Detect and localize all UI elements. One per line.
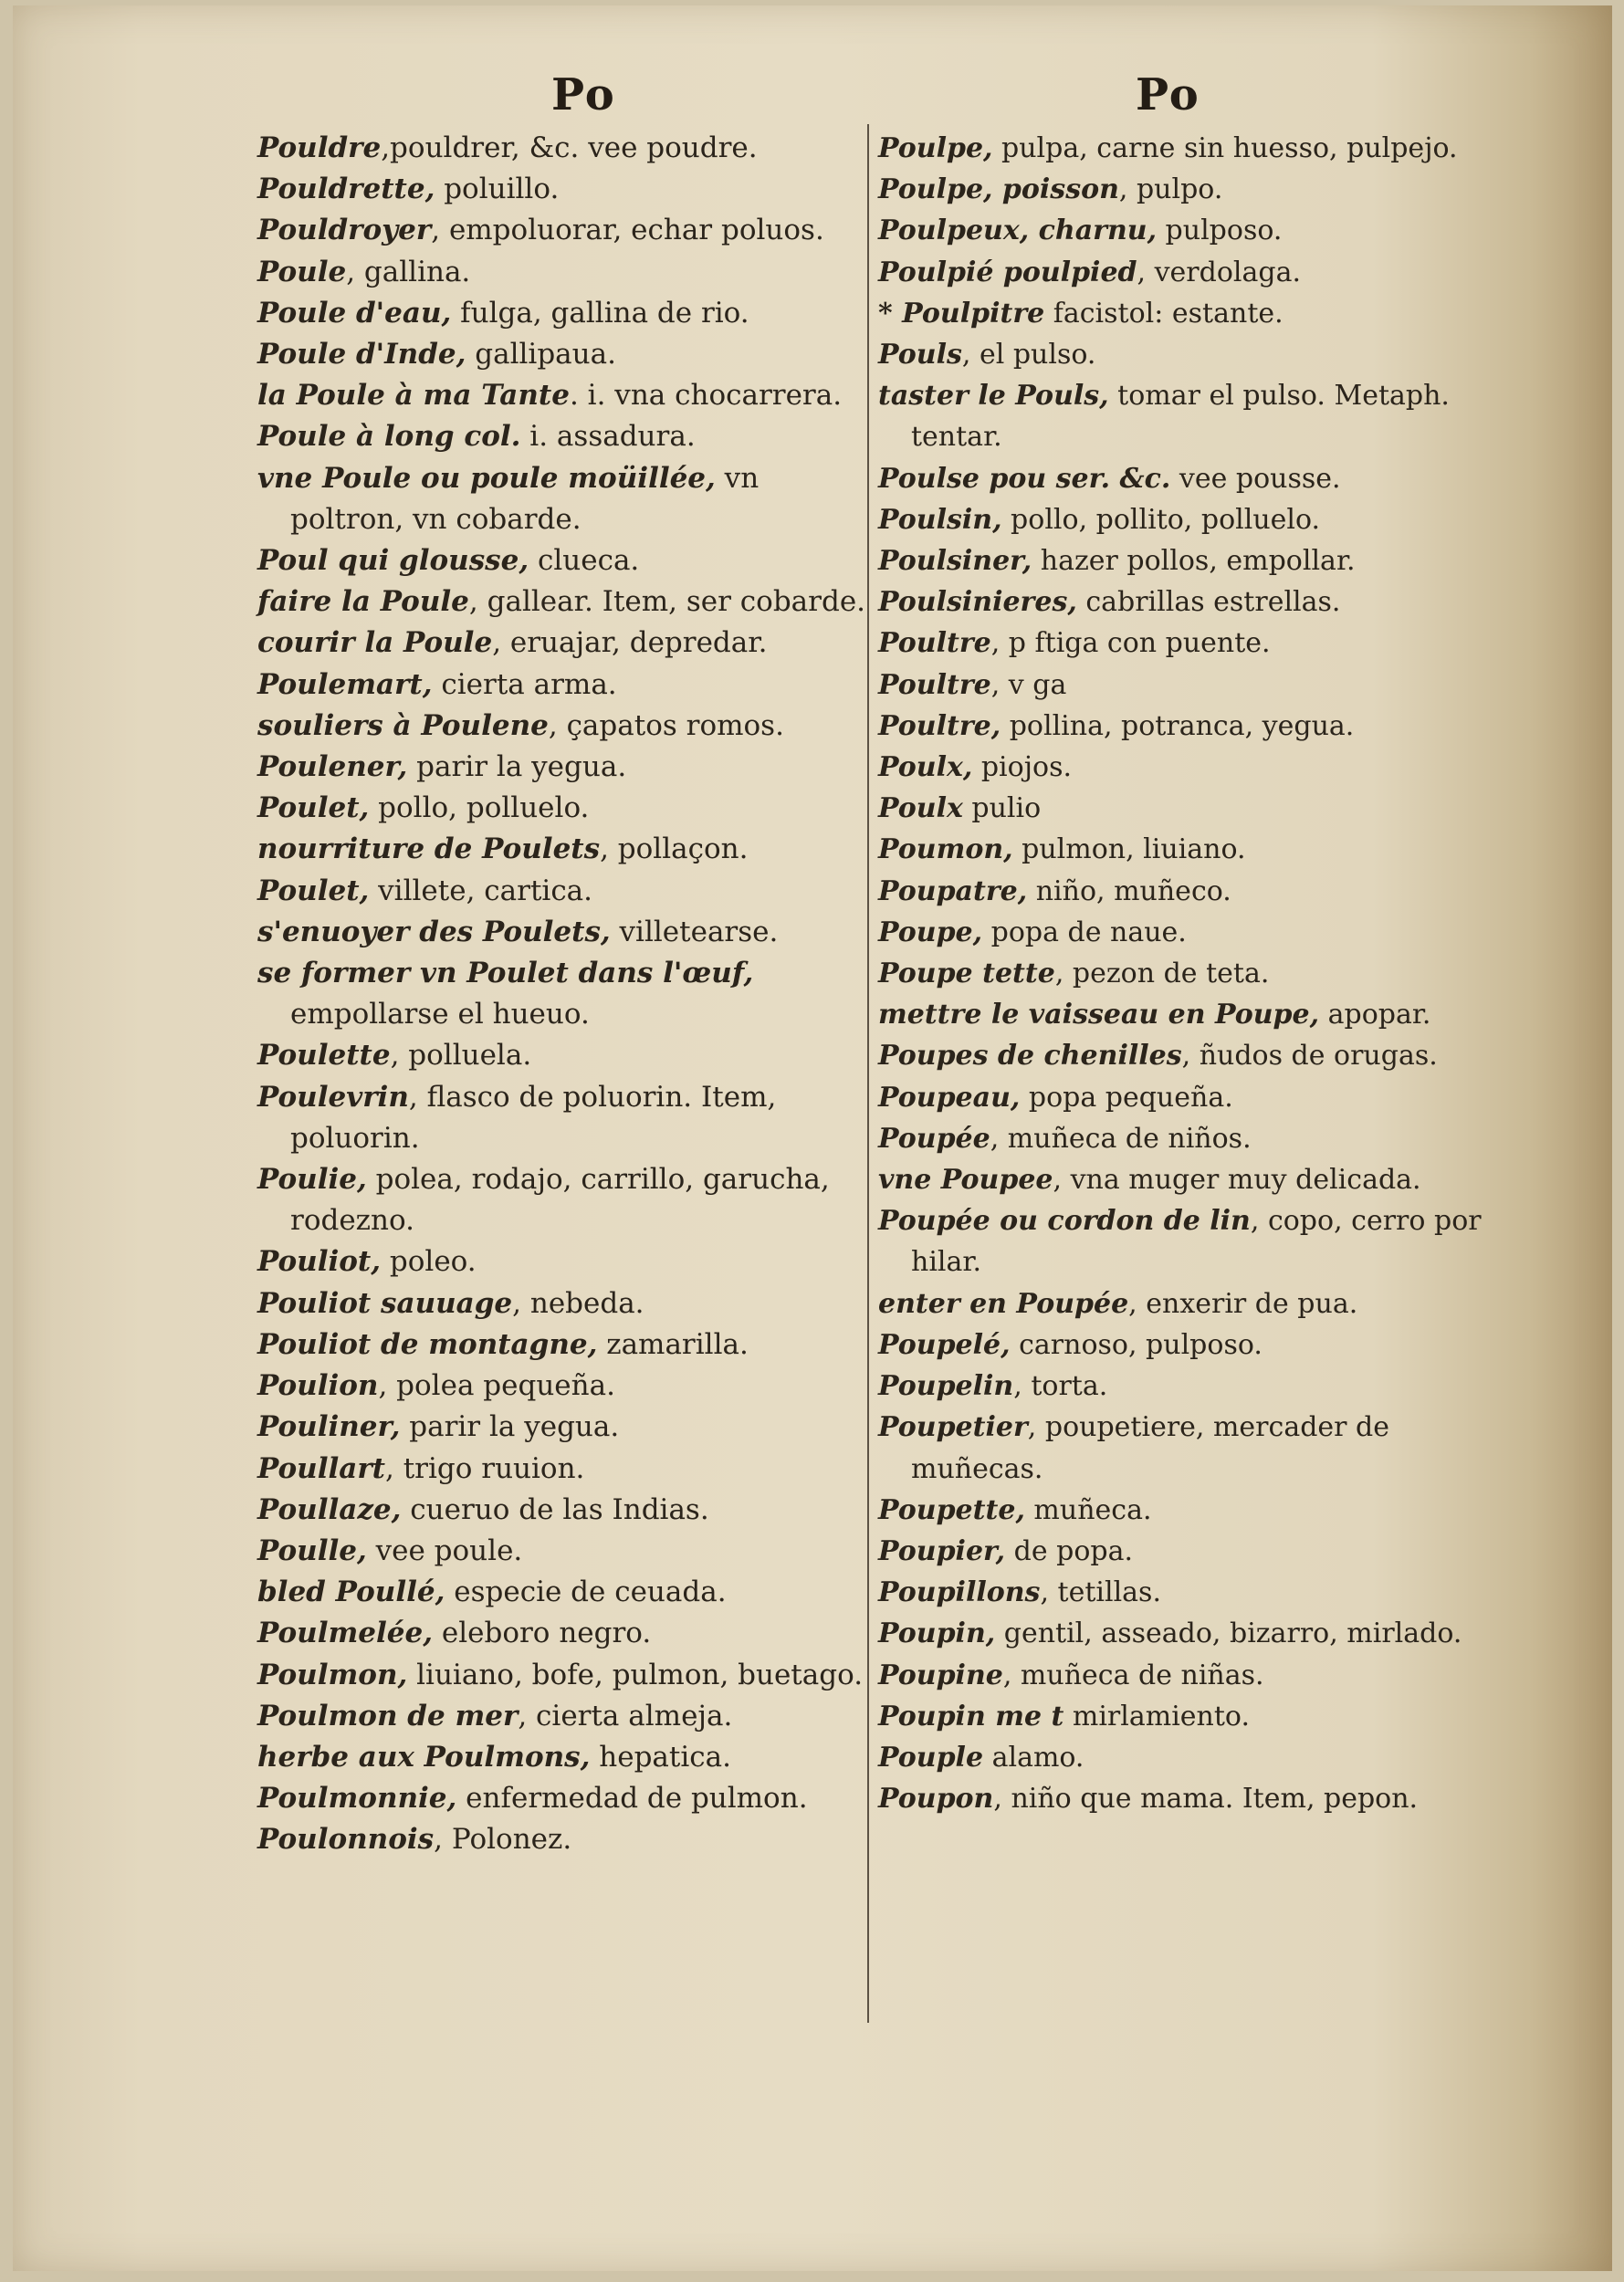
dictionary-entry [257, 1366, 869, 1407]
dictionary-entry [878, 458, 1499, 499]
entry-headword: enter en Poupée [878, 1287, 1129, 1320]
dictionary-entry [257, 1035, 869, 1076]
entry-headword: Poul qui glousse, [257, 544, 529, 578]
dictionary-entry [878, 1613, 1499, 1654]
dictionary-entry [878, 1324, 1499, 1366]
dictionary-entry [878, 623, 1499, 664]
dictionary-entry [257, 1077, 869, 1159]
entry-headword: taster le Pouls, [878, 380, 1109, 413]
dictionary-entry [878, 706, 1499, 747]
dictionary-entry [257, 1407, 869, 1448]
entry-definition: pollina, potranca, yegua. [1001, 709, 1355, 742]
entry-definition: , muñeca de niñas. [1002, 1659, 1264, 1691]
dictionary-entry [878, 293, 1499, 334]
entry-headword: faire la Poule [257, 585, 469, 619]
entry-definition: cabrillas estrellas. [1076, 586, 1341, 619]
entry-definition: vn poltron, vn cobarde. [290, 461, 760, 536]
entry-headword: Poupetier [878, 1411, 1028, 1444]
entry-definition: gallipaua. [466, 338, 616, 372]
entry-definition: carnoso, pulposo. [1010, 1328, 1263, 1361]
entry-headword: herbe aux Poulmons, [257, 1740, 591, 1774]
entry-definition: polea, rodajo, carrillo, garucha, rodezno. [290, 1163, 830, 1238]
entry-headword: Poultre [878, 627, 991, 660]
dictionary-entry [257, 953, 869, 1035]
dictionary-entry [257, 252, 869, 293]
dictionary-entry [257, 912, 869, 953]
entry-definition: parir la yegua. [407, 750, 627, 784]
entry-headword: mettre le vaisseau en Poupe, [878, 999, 1320, 1031]
entry-definition: pollo, polluelo. [369, 791, 590, 825]
running-header-left: Po [551, 69, 616, 120]
dictionary-entry [878, 540, 1499, 581]
entry-definition: popa pequeña. [1020, 1081, 1233, 1114]
dictionary-entry [257, 1572, 869, 1613]
entry-definition: fulga, gallina de rio. [451, 296, 749, 330]
entry-definition: pulposo. [1157, 215, 1283, 247]
dictionary-entry [257, 1159, 869, 1241]
dictionary-entry [257, 1819, 869, 1860]
entry-definition: , muñeca de niños. [990, 1122, 1252, 1155]
entry-definition: poluillo. [435, 173, 560, 206]
dictionary-entry [257, 581, 869, 623]
entry-definition: , torta. [1013, 1370, 1108, 1403]
entry-definition: , gallina. [346, 255, 471, 288]
entry-headword: Poule d'eau, [257, 296, 452, 330]
dictionary-entry [878, 375, 1499, 457]
dictionary-entry [878, 829, 1499, 870]
entry-headword: Poupelé, [878, 1328, 1011, 1361]
dictionary-entry [878, 1778, 1499, 1819]
entry-headword: Poupette, [878, 1493, 1025, 1526]
dictionary-entry [257, 1613, 869, 1654]
dictionary-entry [257, 1241, 869, 1282]
entry-definition: villete, cartica. [369, 874, 593, 907]
entry-definition: , poupetiere, mercader de muñecas. [911, 1411, 1390, 1485]
entry-definition: , empoluorar, echar poluos. [431, 214, 824, 247]
entry-headword: Poulmonnie, [257, 1782, 457, 1816]
entry-definition: cueruo de las Indias. [401, 1492, 709, 1526]
entry-definition: , vna muger muy delicada. [1053, 1164, 1421, 1197]
dictionary-entry [257, 1737, 869, 1778]
entry-headword: Pouldre [257, 131, 382, 164]
entry-definition: niño, muñeco. [1027, 874, 1231, 907]
entry-definition: , eruajar, depredar. [492, 626, 768, 660]
entry-headword: Pouliot de montagne, [257, 1327, 598, 1361]
dictionary-entry [257, 416, 869, 457]
entry-definition: , polluela. [390, 1039, 532, 1073]
entry-definition: alamo. [983, 1741, 1084, 1774]
dictionary-entry [878, 1490, 1499, 1531]
entry-headword: Poulemart, [257, 667, 433, 701]
dictionary-entry [878, 1077, 1499, 1118]
entry-definition: , polea pequeña. [378, 1369, 615, 1403]
entry-headword: Poulle, [257, 1534, 367, 1567]
entry-headword: la Poule à ma Tante [257, 379, 570, 413]
entry-headword: Poule d'Inde, [257, 338, 466, 372]
entry-headword: Poulet, [257, 874, 370, 907]
entry-headword: bled Poullé, [257, 1575, 445, 1609]
dictionary-entry [257, 665, 869, 706]
entry-definition: . i. vna chocarrera. [569, 379, 843, 413]
entry-definition: parir la yegua. [400, 1410, 620, 1444]
dictionary-entry [878, 1696, 1499, 1737]
entry-definition: , çapatos romos. [548, 708, 784, 742]
entry-headword: Poulpe, [878, 132, 993, 164]
entry-definition: , pollaçon. [600, 832, 749, 866]
entry-headword: Pouliot sauuage [257, 1286, 513, 1320]
entry-headword: Poulpe, poisson [878, 173, 1119, 206]
dictionary-entry [257, 375, 869, 416]
dictionary-entry [878, 1035, 1499, 1076]
dictionary-entry [257, 458, 869, 540]
entry-definition: de popa. [1005, 1534, 1134, 1567]
dictionary-entry [878, 871, 1499, 912]
dictionary-entry [878, 581, 1499, 623]
entry-definition: facistol: estante. [1044, 297, 1283, 330]
entry-definition: , p ftiga con puente. [990, 627, 1271, 660]
entry-definition: popa de naue. [982, 916, 1187, 948]
entry-definition: vee pousse. [1170, 462, 1341, 495]
dictionary-page [13, 5, 1612, 2271]
entry-headword: Poulsinieres, [878, 586, 1077, 619]
entry-definition: , niño que mama. Item, pepon. [993, 1783, 1419, 1816]
entry-definition: pulio [962, 792, 1042, 825]
entry-definition: gentil, asseado, bizarro, mirlado. [995, 1617, 1462, 1650]
entry-headword: Pouliot, [257, 1245, 382, 1279]
entry-headword: Poulion [257, 1369, 379, 1403]
entry-headword: Poupe, [878, 916, 983, 948]
entry-headword: souliers à Poulene [257, 708, 549, 742]
entry-headword: Poulpié poulpied [878, 256, 1137, 288]
entry-headword: Poulmon, [257, 1658, 408, 1691]
entry-definition: , enxerir de pua. [1128, 1287, 1358, 1320]
entry-definition: mirlamiento. [1063, 1700, 1250, 1732]
entry-definition: empollarse el hueuo. [290, 998, 590, 1031]
entry-headword: Poultre, [878, 709, 1001, 742]
dictionary-entry [878, 1407, 1499, 1489]
dictionary-entry [257, 1696, 869, 1737]
running-header-right: Po [1136, 69, 1200, 120]
entry-definition: piojos. [972, 751, 1073, 784]
dictionary-entry [257, 1283, 869, 1324]
entry-headword: Poulsiner, [878, 545, 1032, 578]
entry-headword: se former vn Poulet dans l'œuf, [257, 957, 754, 990]
entry-definition: , trigo ruuion. [384, 1451, 585, 1485]
entry-definition: hazer pollos, empollar. [1032, 545, 1356, 578]
entry-headword: Poupelin [878, 1370, 1014, 1403]
dictionary-entry [878, 912, 1499, 953]
entry-definition: , nebeda. [512, 1286, 644, 1320]
entry-headword: s'enuoyer des Poulets, [257, 915, 611, 948]
dictionary-entry [257, 747, 869, 788]
entry-definition: hepatica. [590, 1740, 731, 1774]
entry-headword: Poumon, [878, 833, 1013, 866]
entry-headword: nourriture de Poulets [257, 832, 601, 866]
entry-definition: , gallear. Item, ser cobarde. [468, 585, 866, 619]
dictionary-entry [257, 1324, 869, 1366]
entry-headword: Poulener, [257, 750, 408, 784]
dictionary-entry [878, 128, 1499, 169]
entry-headword: Poupée ou cordon de lin [878, 1205, 1251, 1238]
dictionary-entry [257, 1449, 869, 1490]
entry-headword: Poupon [878, 1783, 994, 1816]
entry-headword: Poulie, [257, 1163, 367, 1197]
entry-definition: tomar el pulso. Metaph. tentar. [911, 380, 1450, 454]
entry-headword: Poupeau, [878, 1081, 1021, 1114]
entry-headword: Poulevrin [257, 1080, 409, 1114]
dictionary-entry [257, 788, 869, 829]
entry-definition: pulmon, liuiano. [1012, 833, 1246, 866]
dictionary-entry [878, 953, 1499, 994]
entry-definition: , cierta almeja. [518, 1699, 733, 1732]
dictionary-entry [257, 871, 869, 912]
dictionary-entry [878, 1159, 1499, 1200]
entry-definition: , ñudos de orugas. [1181, 1040, 1438, 1073]
dictionary-entry [257, 1531, 869, 1572]
dictionary-entry [878, 1366, 1499, 1407]
dictionary-entry [878, 1572, 1499, 1613]
entry-definition: , pulpo. [1118, 173, 1223, 206]
dictionary-entry [878, 1737, 1499, 1778]
entry-definition: , copo, cerro por hilar. [911, 1205, 1482, 1279]
entry-headword: Poulette [257, 1039, 391, 1073]
entry-definition: villetearse. [610, 915, 779, 948]
dictionary-entry [257, 210, 869, 251]
entry-headword: Poulmon de mer [257, 1699, 519, 1732]
dictionary-entry [878, 665, 1499, 706]
dictionary-entry [878, 169, 1499, 210]
dictionary-entry [878, 747, 1499, 788]
entry-definition: muñeca. [1024, 1493, 1152, 1526]
entry-definition: i. assadura. [520, 420, 696, 454]
entry-definition: enfermedad de pulmon. [456, 1782, 808, 1816]
dictionary-entry [257, 334, 869, 375]
entry-headword: Poulpeux, charnu, [878, 215, 1158, 247]
entry-definition: liuiano, bofe, pulmon, buetago. [407, 1658, 864, 1691]
dictionary-entry [257, 706, 869, 747]
entry-definition: zamarilla. [597, 1327, 749, 1361]
entry-headword: Poupée [878, 1122, 990, 1155]
dictionary-entry [257, 540, 869, 581]
entry-definition: cierta arma. [432, 667, 617, 701]
entry-definition: , el pulso. [961, 339, 1096, 372]
entry-headword: Pouple [878, 1741, 984, 1774]
entry-headword: Poulonnois [257, 1823, 435, 1857]
entry-definition: , verdolaga. [1137, 256, 1302, 288]
entry-headword: Poule à long col. [257, 420, 521, 454]
entry-definition: vee poule. [366, 1534, 523, 1567]
entry-headword: Poupine [878, 1659, 1003, 1691]
dictionary-entry [257, 1490, 869, 1531]
dictionary-entry [257, 623, 869, 664]
entry-definition: eleboro negro. [433, 1617, 652, 1650]
entry-headword: Pouldroyer [257, 214, 432, 247]
dictionary-entry [257, 169, 869, 210]
entry-headword: Poupin, [878, 1617, 996, 1650]
dictionary-entry [878, 1200, 1499, 1282]
dictionary-entry [257, 1778, 869, 1819]
entry-definition: , Polonez. [434, 1823, 572, 1857]
entry-headword: * Poulpitre [878, 297, 1045, 330]
dictionary-entry [878, 994, 1499, 1035]
entry-definition: , v ga [990, 668, 1067, 701]
entry-headword: Poulsin, [878, 503, 1002, 536]
dictionary-entry [878, 499, 1499, 540]
entry-headword: Poupes de chenilles [878, 1040, 1182, 1073]
entry-headword: Pouls [878, 339, 962, 372]
entry-definition: apopar. [1319, 999, 1431, 1031]
entry-headword: Poulse pou ser. &c. [878, 462, 1171, 495]
entry-definition: clueca. [529, 544, 640, 578]
dictionary-entry [878, 252, 1499, 293]
entry-headword: Poullart [257, 1451, 385, 1485]
entry-headword: Poule [257, 255, 347, 288]
right-column [878, 128, 1499, 1819]
entry-headword: Poupatre, [878, 874, 1028, 907]
dictionary-entry [878, 788, 1499, 829]
entry-headword: Pouliner, [257, 1410, 401, 1444]
entry-definition: pollo, pollito, polluelo. [1001, 503, 1321, 536]
entry-headword: Poullaze, [257, 1492, 402, 1526]
entry-headword: Poulx, [878, 751, 973, 784]
dictionary-entry [878, 1118, 1499, 1159]
entry-headword: vne Poupee [878, 1164, 1053, 1197]
entry-definition: poleo. [381, 1245, 477, 1279]
entry-definition: ,pouldrer, &c. vee poudre. [381, 131, 758, 164]
entry-headword: Pouldrette, [257, 173, 435, 206]
dictionary-entry [878, 1283, 1499, 1324]
entry-definition: especie de ceuada. [445, 1575, 727, 1609]
dictionary-entry [878, 1655, 1499, 1696]
entry-headword: Poulx [878, 792, 963, 825]
entry-headword: courir la Poule [257, 626, 493, 660]
dictionary-entry [257, 293, 869, 334]
entry-headword: Poupier, [878, 1534, 1006, 1567]
entry-headword: vne Poule ou poule moüillée, [257, 461, 716, 495]
dictionary-entry [878, 1531, 1499, 1572]
entry-headword: Poupillons [878, 1576, 1041, 1609]
entry-definition: pulpa, carne sin huesso, pulpejo. [992, 132, 1458, 164]
dictionary-entry [878, 334, 1499, 375]
entry-headword: Poupin me t [878, 1700, 1064, 1732]
entry-headword: Poupe tette [878, 958, 1055, 990]
entry-headword: Poultre [878, 668, 991, 701]
dictionary-entry [257, 829, 869, 870]
dictionary-entry [878, 210, 1499, 251]
dictionary-entry [257, 1655, 869, 1696]
dictionary-entry [257, 128, 869, 169]
entry-definition: , flasco de poluorin. Item, poluorin. [290, 1080, 777, 1155]
entry-headword: Poulet, [257, 791, 370, 825]
left-column [257, 128, 869, 1861]
entry-definition: , tetillas. [1040, 1576, 1161, 1609]
entry-definition: , pezon de teta. [1054, 958, 1270, 990]
entry-headword: Poulmelée, [257, 1617, 434, 1650]
